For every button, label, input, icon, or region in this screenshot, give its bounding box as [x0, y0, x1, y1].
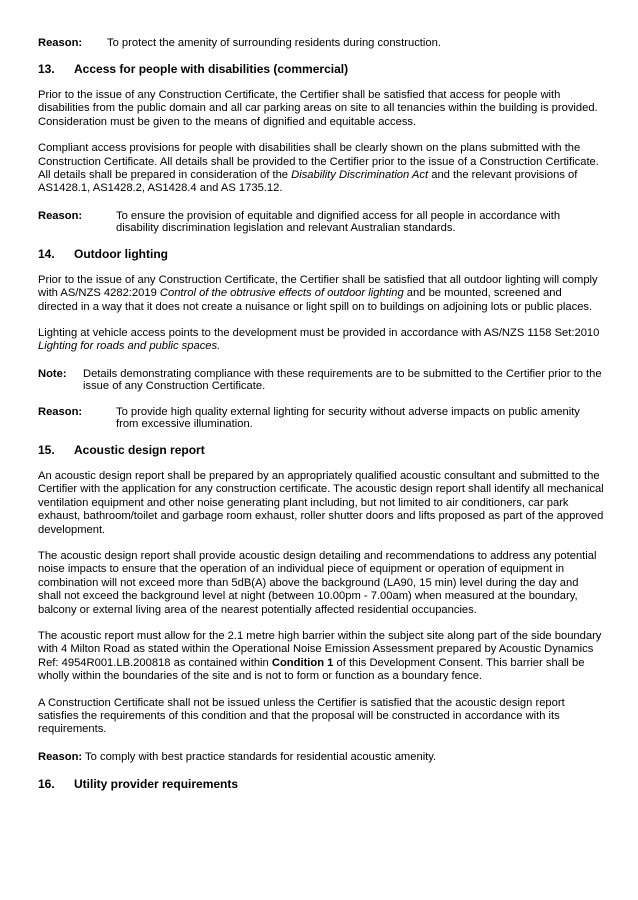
reason-label: Reason: [38, 750, 83, 763]
reason-text: To protect the amenity of surrounding residents during construction. [107, 37, 441, 49]
reason-label: Reason: [38, 405, 83, 418]
section-title: Outdoor lighting [74, 246, 168, 261]
section-number: 13. [38, 62, 55, 76]
section-title: Utility provider requirements [74, 777, 239, 792]
section-number: 16. [38, 777, 55, 792]
reason-label: Reason: [38, 209, 83, 222]
section-15-paragraph-4: A Construction Certificate shall not be issued unless the Certifier is satisfied that the acoustic design report satisfies the requirements of this condition and that the proposal will be constructed in accordance with its requirements. [38, 696, 565, 736]
section-13-heading [38, 62, 604, 76]
section-title: Acoustic design report [74, 442, 205, 457]
section-15-reason [38, 751, 604, 764]
section-14-paragraph-2: Lighting at vehicle access points to the development must be provided in accordance with AS/NZS 1158 Set:2010 Lighting for roads and public spaces. [38, 327, 600, 353]
section-15-heading [38, 443, 604, 457]
section-15-paragraph-1: An acoustic design report shall be prepared by an appropriately qualified acoustic consultant and submitted to the Certifier with the application for any construction certificate. The acoustic design report shall identify all mechanical ventilation equipment and other noise generating plant including, but not limited to air conditioners, car park exhaust, bathroom/toilet and garbage room exhaust, roller shutter doors and lifts proposed as part of the approved development. [38, 469, 604, 536]
note-label: Note: [38, 367, 67, 380]
section-title: Access for people with disabilities (commercial) [74, 62, 349, 76]
section-13-reason [38, 210, 604, 234]
section-14-heading [38, 247, 604, 261]
section-14-paragraph-1: Prior to the issue of any Construction Certificate, the Certifier shall be satisfied that all outdoor lighting will comply with AS/NZS 4282:2019 Control of the obtrusive effects of outdoor lighting and be mounted, screened and directed in a way that it does not create a nuisance or light spill on to buildings on adjoining lots or public places. [38, 273, 598, 313]
section-number: 15. [38, 442, 55, 457]
section-13-paragraph-2: Compliant access provisions for people with disabilities shall be clearly shown on the plans submitted with the Construction Certificate. All details shall be provided to the Certifier prior to the issue of a Construction Certificate. All details shall be prepared in consideration of the Disability Discrimination Act and the relevant provisions of AS1428.1, AS1428.2, AS1428.4 and AS 1735.12. [38, 142, 599, 195]
reason-text: To provide high quality external lighting for security without adverse impacts on public amenity from excessive illumination. [116, 405, 580, 430]
section-14-note [38, 368, 604, 392]
reason-construction-amenity [38, 37, 604, 49]
section-15-paragraph-3: The acoustic report must allow for the 2.1 metre high barrier within the subject site along part of the side boundary with 4 Milton Road as stated within the Operational Noise Emission Assessment prepared by Acoustic Dynamics Ref: 4954R001.LB.200818 as contained within Condition 1 of this Development Consent. This barrier shall be wholly within the boundaries of the site and is not to form or function as a boundary fence. [38, 629, 602, 683]
section-14-reason [38, 406, 604, 430]
section-13-paragraph-1: Prior to the issue of any Construction Certificate, the Certifier shall be satisfied that access for people with disabilities from the public domain and all car parking areas on site to all tenancies within the building is provided. Consideration must be given to the means of dignified and equitable access. [38, 89, 598, 128]
reason-text: To comply with best practice standards for residential acoustic amenity. [82, 750, 437, 763]
reason-label: Reason: [38, 37, 83, 49]
document-page [38, 37, 604, 791]
reason-text: To ensure the provision of equitable and dignified access for all people in accordance with disability discrimination legislation and relevant Australian standards. [116, 209, 561, 234]
section-16-heading [38, 777, 604, 791]
section-number: 14. [38, 246, 55, 261]
section-15-paragraph-2: The acoustic design report shall provide acoustic design detailing and recommendations to address any potential noise impacts to ensure that the operation of an individual piece of equipment or operation of equipment in combination will not exceed more than 5dB(A) above the background (LA90, 15 min) level during the day and shall not exceed the background level at night (between 10.00pm - 7.00am) when measured at the boundary, balcony or external living area of the nearest potentially affected residential occupancies. [38, 549, 597, 616]
note-text: Details demonstrating compliance with these requirements are to be submitted to the Certifier prior to the issue of any Construction Certificate. [83, 367, 602, 392]
